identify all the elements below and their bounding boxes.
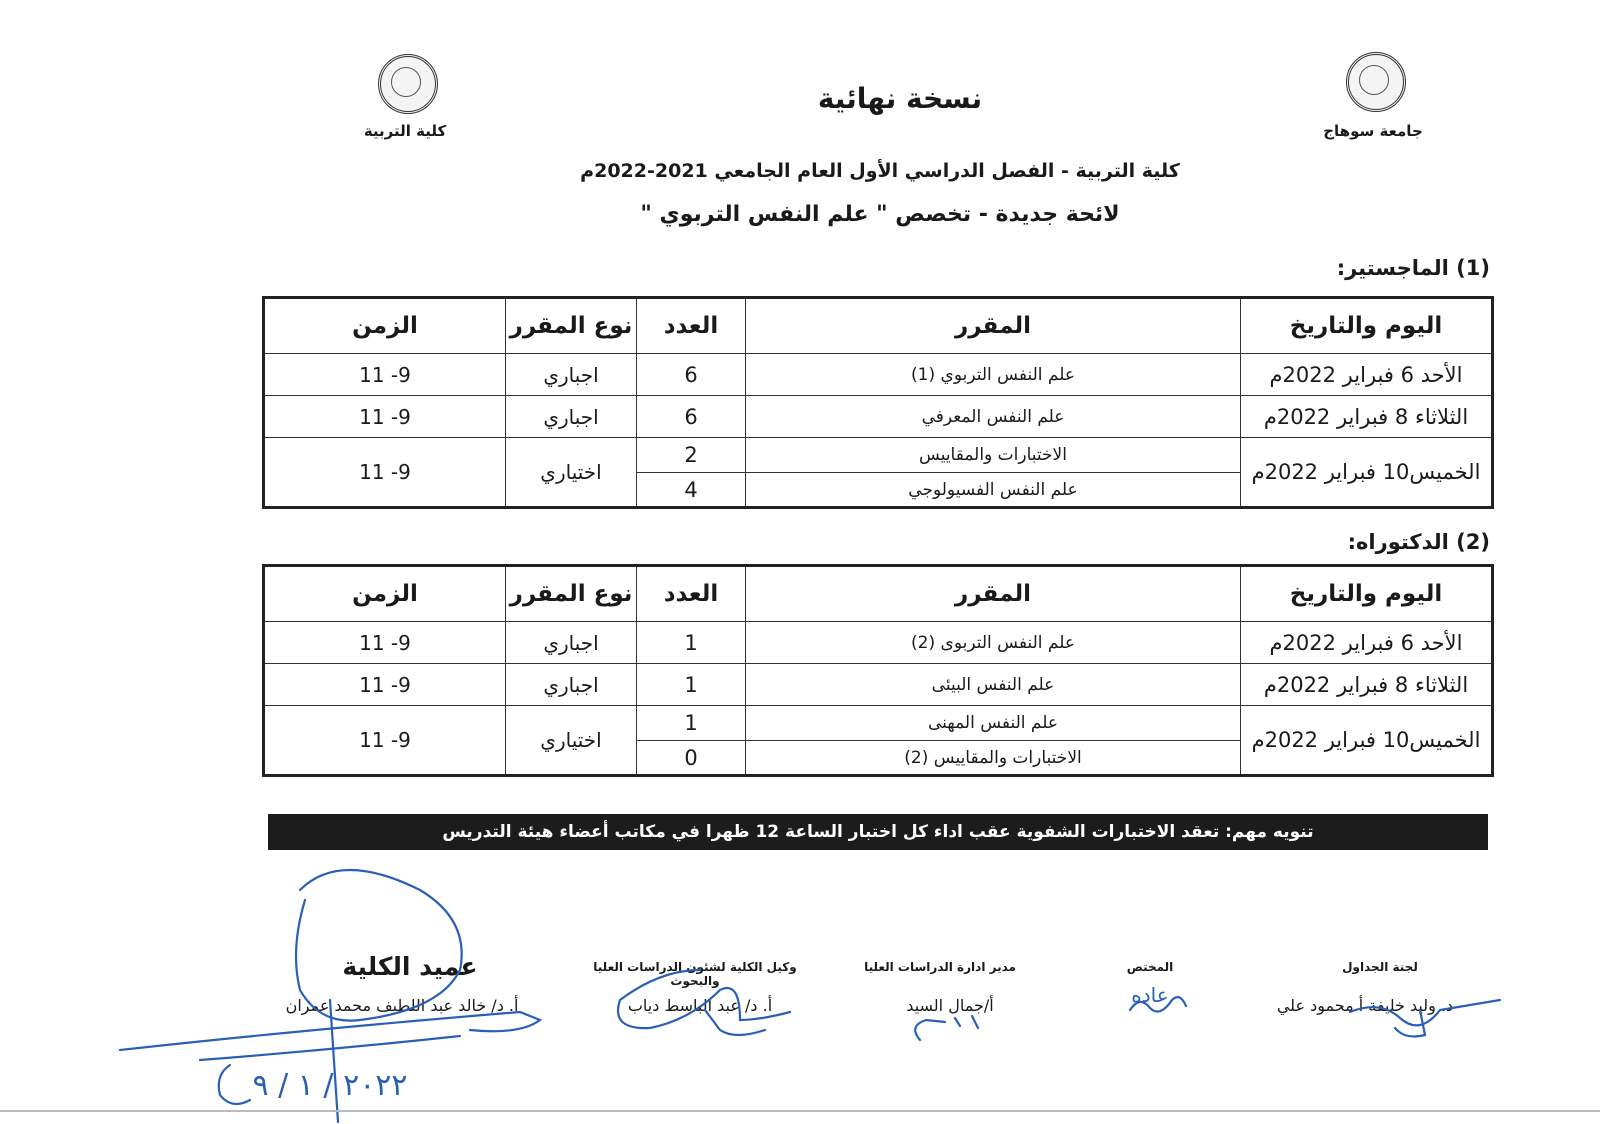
table-row — [264, 354, 1493, 396]
cell-time: 9- 11 — [264, 664, 506, 706]
cell-count: 6 — [637, 354, 746, 396]
cell-type: اختياري — [506, 438, 637, 508]
cell-day: الخميس10 فبراير 2022م — [1241, 706, 1493, 776]
cell-time: 9- 11 — [264, 622, 506, 664]
table-row — [264, 622, 1493, 664]
header-day: اليوم والتاريخ — [1241, 566, 1493, 622]
dean-title: عميد الكلية — [342, 952, 478, 981]
cell-course: علم النفس الفسيولوجي — [746, 473, 1241, 508]
header-time: الزمن — [264, 298, 506, 354]
masters-schedule-table — [262, 296, 1494, 509]
cell-count: 6 — [637, 396, 746, 438]
table-header-row — [264, 566, 1493, 622]
cell-count: 0 — [637, 741, 746, 776]
important-notice: تنويه مهم: تعقد الاختبارات الشفوية عقب اداء كل اختبار الساعة 12 ظهرا في مكاتب أعضاء هيئة التدريس — [268, 814, 1488, 850]
table-row — [264, 396, 1493, 438]
header-type: نوع المقرر — [506, 298, 637, 354]
cell-count: 1 — [637, 622, 746, 664]
cell-type: اجباري — [506, 354, 637, 396]
header-course: المقرر — [746, 566, 1241, 622]
specialist-handwritten-name: عاده — [1131, 983, 1169, 1007]
signature-marks — [0, 860, 1600, 1124]
cell-day: الثلاثاء 8 فبراير 2022م — [1241, 396, 1493, 438]
section-label-doctorate: (2) الدكتوراه: — [1347, 530, 1490, 554]
cell-course: الاختبارات والمقاييس — [746, 438, 1241, 473]
cell-type: اجباري — [506, 664, 637, 706]
cell-count: 1 — [637, 706, 746, 741]
committee-names: د. وليد خليفة أ.محمود علي — [1276, 996, 1454, 1015]
specialist-title: المختص — [1126, 960, 1174, 974]
dean-name: أ. د/ خالد عبد اللطيف محمد عمران — [285, 996, 519, 1015]
cell-day: الأحد 6 فبراير 2022م — [1241, 622, 1493, 664]
section-label-masters: (1) الماجستير: — [1336, 256, 1490, 280]
vice-dean-title: وكيل الكلية لشئون الدراسات العليا والبحوث — [593, 960, 797, 988]
cell-course: علم النفس التربوى (2) — [746, 622, 1241, 664]
cell-type: اجباري — [506, 622, 637, 664]
handwritten-date: ٢٠٢٢ / ١ / ٩ — [252, 1068, 408, 1103]
header-course: المقرر — [746, 298, 1241, 354]
cell-time: 9- 11 — [264, 706, 506, 776]
cell-course: علم النفس المعرفي — [746, 396, 1241, 438]
header-type: نوع المقرر — [506, 566, 637, 622]
document-subtitle: كلية التربية - الفصل الدراسي الأول العام الجامعي 2021-2022م — [580, 160, 1180, 182]
faculty-name: كلية التربية — [363, 122, 447, 140]
cell-day: الأحد 6 فبراير 2022م — [1241, 354, 1493, 396]
header-count: العدد — [637, 298, 746, 354]
document-title: نسخة نهائية — [817, 82, 983, 115]
cell-day: الثلاثاء 8 فبراير 2022م — [1241, 664, 1493, 706]
table-row — [264, 664, 1493, 706]
cell-time: 9- 11 — [264, 438, 506, 508]
header-day: اليوم والتاريخ — [1241, 298, 1493, 354]
cell-count: 1 — [637, 664, 746, 706]
cell-time: 9- 11 — [264, 396, 506, 438]
cell-type: اجباري — [506, 396, 637, 438]
director-title: مدير ادارة الدراسات العليا — [864, 960, 1016, 974]
bottom-divider — [0, 1110, 1600, 1112]
cell-count: 2 — [637, 438, 746, 473]
faculty-logo — [378, 54, 438, 114]
director-name: أ/جمال السيد — [906, 996, 994, 1015]
cell-course: الاختبارات والمقاييس (2) — [746, 741, 1241, 776]
cell-type: اختياري — [506, 706, 637, 776]
committee-title: لجنة الجداول — [1342, 960, 1418, 974]
university-name: جامعة سوهاج — [1323, 122, 1423, 140]
header-count: العدد — [637, 566, 746, 622]
doctorate-schedule-table — [262, 564, 1494, 777]
cell-course: علم النفس التربوي (1) — [746, 354, 1241, 396]
cell-course: علم النفس المهنى — [746, 706, 1241, 741]
university-logo — [1346, 52, 1406, 112]
table-row — [264, 706, 1493, 741]
table-header-row — [264, 298, 1493, 354]
cell-time: 9- 11 — [264, 354, 506, 396]
program-title: لائحة جديدة - تخصص " علم النفس التربوي " — [640, 202, 1120, 227]
header-time: الزمن — [264, 566, 506, 622]
cell-day: الخميس10 فبراير 2022م — [1241, 438, 1493, 508]
cell-count: 4 — [637, 473, 746, 508]
table-row — [264, 438, 1493, 473]
vice-dean-name: أ. د/ عبد الباسط دياب — [627, 996, 773, 1015]
cell-course: علم النفس البيئى — [746, 664, 1241, 706]
